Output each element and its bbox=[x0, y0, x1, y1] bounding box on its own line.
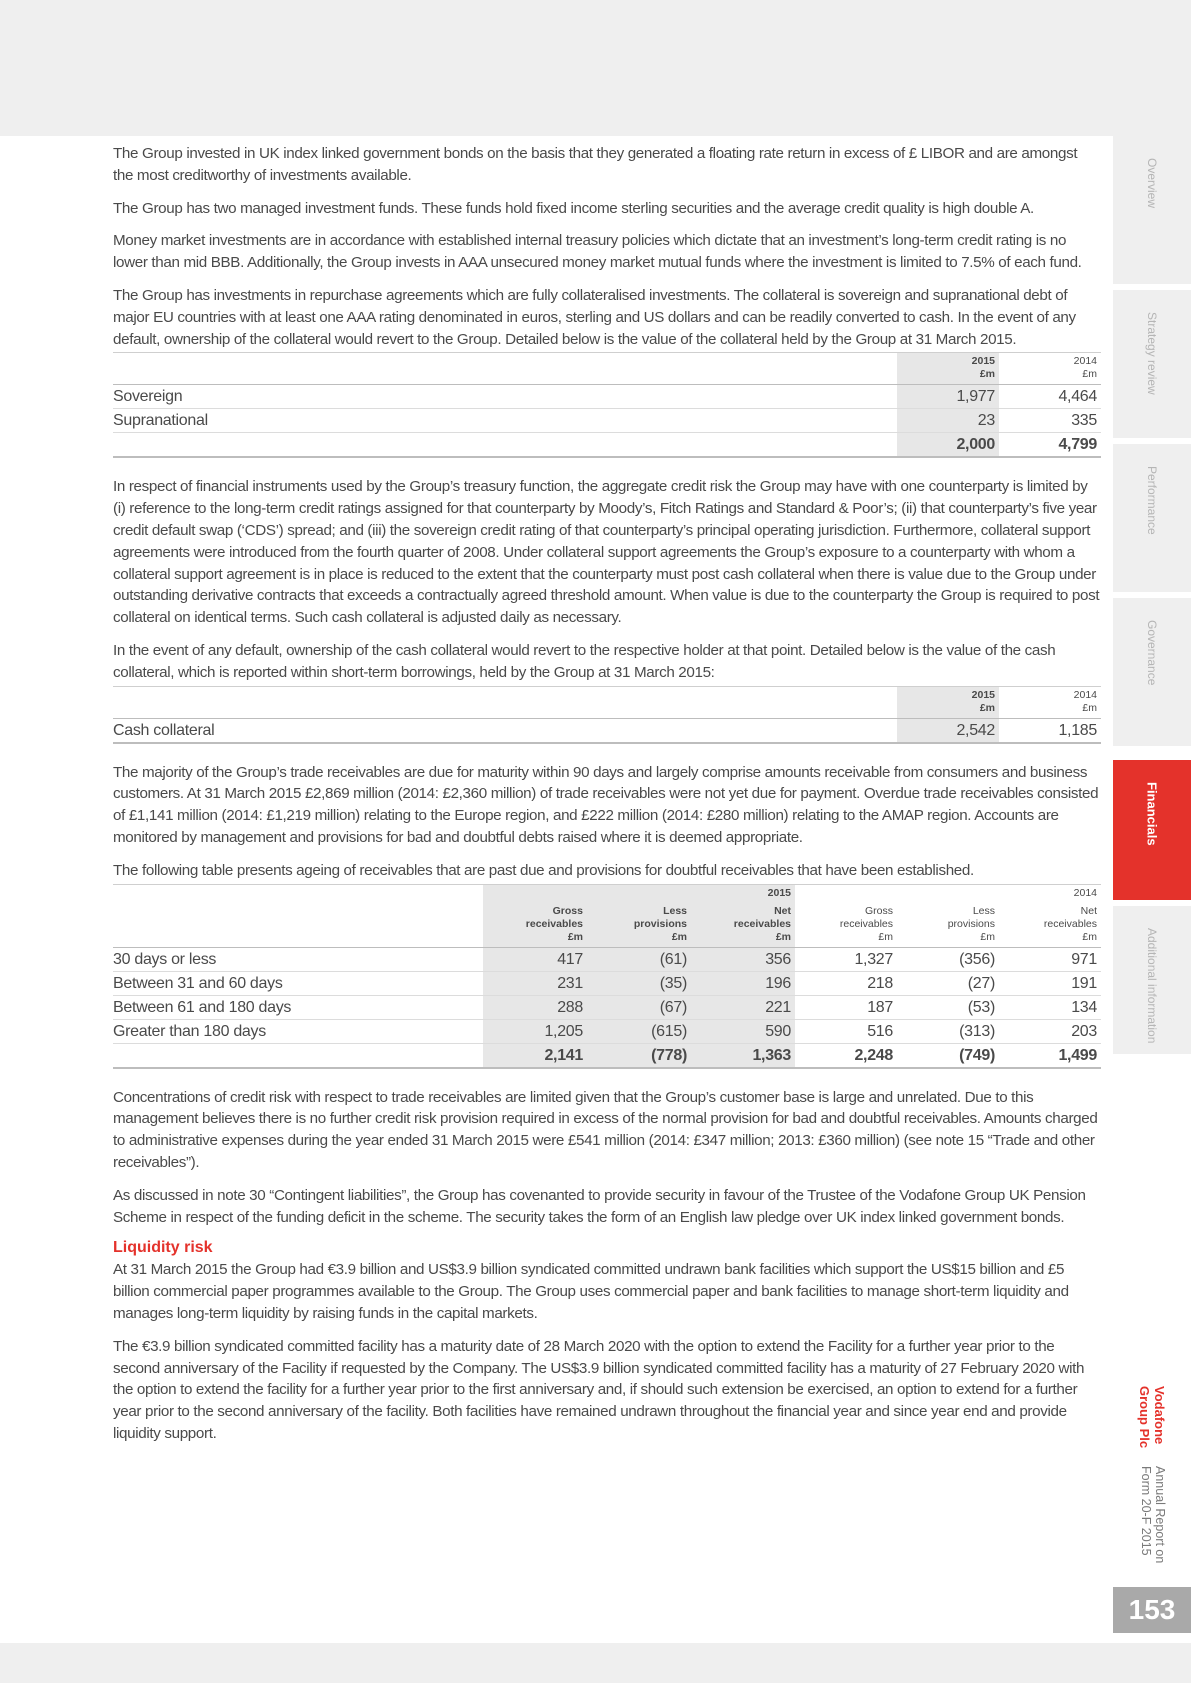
report-title-block bbox=[1113, 1386, 1191, 1586]
tab-strategy-review[interactable]: Strategy review bbox=[1113, 290, 1191, 438]
col-header-less-2015: Less provisions £m bbox=[587, 903, 691, 948]
tab-financials[interactable]: Financials bbox=[1113, 760, 1191, 900]
tab-performance[interactable]: Performance bbox=[1113, 444, 1191, 592]
year-header-2015: 2015 bbox=[691, 884, 795, 903]
main-content bbox=[113, 143, 1101, 1456]
table-row: Between 61 and 180 days 288 (67) 221 187 (53) 134 bbox=[113, 995, 1101, 1019]
table-row: 30 days or less 417 (61) 356 1,327 (356) 971 bbox=[113, 947, 1101, 971]
company-name: Vodafone Group Plc bbox=[1137, 1386, 1167, 1449]
page-number: 153 bbox=[1113, 1587, 1191, 1633]
paragraph: The majority of the Group’s trade receivables are due for maturity within 90 days and largely comprise amounts receivable from consumers and business customers. At 31 March 2015 £2,869 million (2014: £2,360 million) of trade receivables were not yet due for payment. Overdue trade receivables consisted of £1,141 million (2014: £1,219 million) relating to the Europe region, and £222 million (2014: £280 million) relating to the AMAP region. Accounts are monitored by management and provisions for bad and doubtful debts raised where it is deemed appropriate. bbox=[113, 763, 1099, 846]
paragraph: The Group has investments in repurchase agreements which are fully collateralised investments. The collateral is sovereign and supranational debt of major EU countries with at least one AAA rating denominated in euros, sterling and US dollars and can be readily converted to cash. In the event of any default, ownership of the collateral would revert to the Group. Detailed below is the value of the collateral held by the Group at 31 March 2015. bbox=[113, 286, 1076, 348]
report-title: Annual Report on Form 20-F 2015 bbox=[1139, 1466, 1167, 1564]
table-total-row: 2,141 (778) 1,363 2,248 (749) 1,499 bbox=[113, 1043, 1101, 1068]
col-header-gross-2015: Gross receivables £m bbox=[483, 903, 587, 948]
col-header-gross-2014: Gross receivables £m bbox=[795, 903, 897, 948]
col-header-net-2014: Net receivables £m bbox=[999, 903, 1101, 948]
table-row: Greater than 180 days 1,205 (615) 590 516 (313) 203 bbox=[113, 1019, 1101, 1043]
collateral-table bbox=[113, 352, 1101, 458]
paragraph: The Group has two managed investment funds. These funds hold fixed income sterling securities and the average credit quality is high double A. bbox=[113, 199, 1034, 217]
col-header-net-2015: Net receivables £m bbox=[691, 903, 795, 948]
paragraph: The €3.9 billion syndicated committed facility has a maturity date of 28 March 2020 with the option to extend the Facility for a further year prior to the second anniversary of the Facility if requested by the Company. The US$3.9 billion syndicated committed facility has a maturity of 27 February 2020 with the option to extend the facility for a further year prior to the first anniversary and, if should such extension be exercised, an option to extend for a further year prior to the second anniversary of the facility. Both facilities have remained undrawn throughout the financial year and since year end and provide liquidity support. bbox=[113, 1337, 1085, 1442]
paragraph: In respect of financial instruments used by the Group’s treasury function, the aggregate credit risk the Group may have with one counterparty is limited by (i) reference to the long-term credit ratings assigned for that counterparty by Moody’s, Fitch Ratings and Standard & Poor’s; (ii) that counterparty’s five year credit default swap (‘CDS’) spread; and (iii) the sovereign credit rating of that counterparty’s principal operating jurisdiction. Furthermore, collateral support agreements were introduced from the fourth quarter of 2008. Under collateral support agreements the Group’s exposure to a counterparty with whom a collateral support agreement is in place is reduced to the extent that the counterparty must post cash collateral when there is value due to the Group under outstanding derivative contracts that exceeds a contractually agreed threshold amount. When value is due to the counterparty the Group is required to post collateral on identical terms. Such cash collateral is adjusted daily as necessary. bbox=[113, 478, 1100, 627]
col-header-2014: 2014 £m bbox=[999, 353, 1101, 385]
table-row: Sovereign 1,977 4,464 bbox=[113, 385, 1101, 409]
col-header-2015: 2015 £m bbox=[897, 353, 999, 385]
table-total-row: 2,000 4,799 bbox=[113, 433, 1101, 458]
col-header-less-2014: Less provisions £m bbox=[897, 903, 999, 948]
table-row: Supranational 23 335 bbox=[113, 409, 1101, 433]
tab-overview[interactable]: Overview bbox=[1113, 136, 1191, 284]
paragraph: Money market investments are in accordance with established internal treasury policies which dictate that an investment’s long-term credit rating is no lower than mid BBB. Additionally, the Group invests in AAA unsecured money market mutual funds where the investment is limited to 7.5% of each fund. bbox=[113, 232, 1082, 272]
paragraph: At 31 March 2015 the Group had €3.9 billion and US$3.9 billion syndicated committed undrawn bank facilities which support the US$15 billion and £5 billion commercial paper programmes available to the Group. The Group uses commercial paper and bank facilities to manage short-term liquidity and manages long-term liquidity by raising funds in the capital markets. bbox=[113, 1261, 1069, 1322]
section-heading-liquidity-risk: Liquidity risk bbox=[113, 1239, 213, 1257]
col-header-2015: 2015 £m bbox=[897, 686, 999, 718]
paragraph: The Group invested in UK index linked government bonds on the basis that they generated a floating rate return in excess of £ LIBOR and are amongst the most creditworthy of investments available. bbox=[113, 145, 1078, 184]
paragraph: Concentrations of credit risk with respect to trade receivables are limited given that the Group’s customer base is large and unrelated. Due to this management believes there is no further credit risk provision required in excess of the normal provision for bad and doubtful receivables. Amounts charged to administrative expenses during the year ended 31 March 2015 were £541 million (2014: £347 million; 2013: £360 million) (see note 15 “Trade and other receivables”). bbox=[113, 1088, 1098, 1171]
tab-additional-information[interactable]: Additional information bbox=[1113, 906, 1191, 1054]
paragraph: As discussed in note 30 “Contingent liabilities”, the Group has covenanted to provide security in favour of the Trustee of the Vodafone Group UK Pension Scheme in respect of the funding deficit in the scheme. The security takes the form of an English law pledge over UK index linked government bonds. bbox=[113, 1186, 1086, 1226]
paragraph: In the event of any default, ownership of the cash collateral would revert to the respective holder at that point. Detailed below is the value of the cash collateral, which is reported within short-term borrowings, held by the Group at 31 March 2015: bbox=[113, 641, 1056, 681]
table-row: Cash collateral 2,542 1,185 bbox=[113, 718, 1101, 743]
table-row: Between 31 and 60 days 231 (35) 196 218 (27) 191 bbox=[113, 971, 1101, 995]
cash-collateral-table bbox=[113, 686, 1101, 744]
paragraph: The following table presents ageing of receivables that are past due and provisions for doubtful receivables that have been established. bbox=[113, 861, 974, 879]
header-band bbox=[0, 0, 1191, 136]
col-header-2014: 2014 £m bbox=[999, 686, 1101, 718]
receivables-ageing-table bbox=[113, 884, 1101, 1069]
tab-governance[interactable]: Governance bbox=[1113, 598, 1191, 746]
footer-band bbox=[0, 1643, 1191, 1683]
year-header-2014: 2014 bbox=[999, 884, 1101, 903]
